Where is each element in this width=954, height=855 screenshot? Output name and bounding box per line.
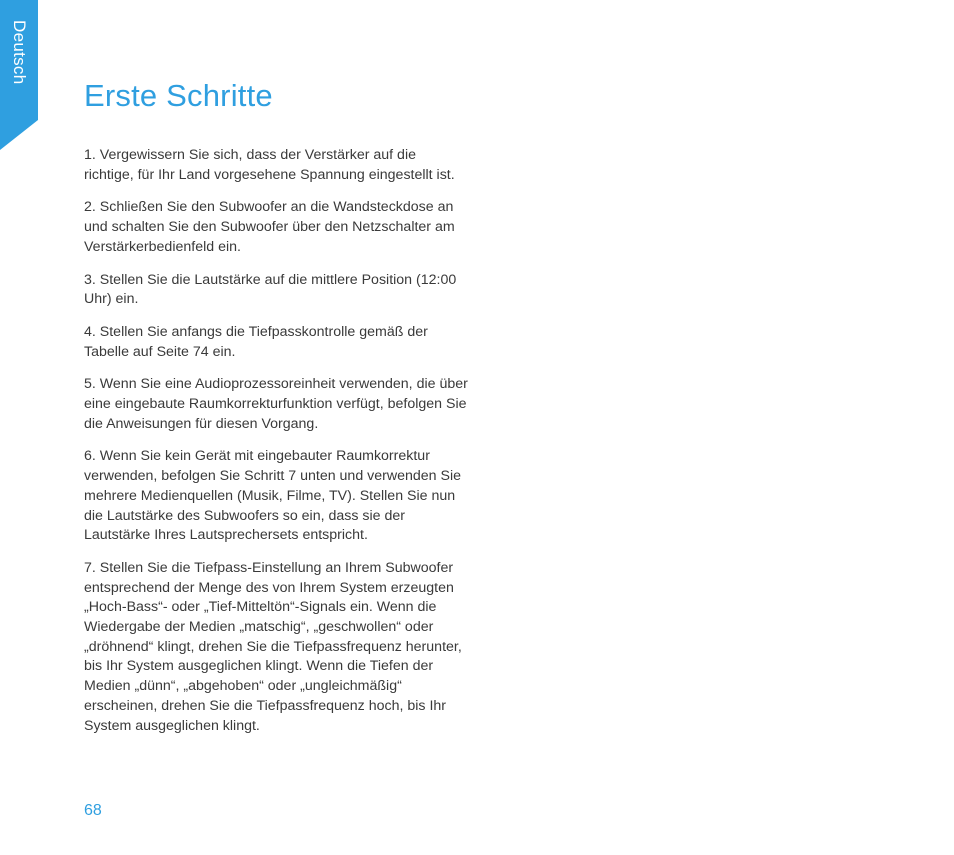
step-5: 5. Wenn Sie eine Audioprozessoreinheit verwenden, die über eine eingebaute Raumkorrekturfunktion verfügt, befolgen Sie die Anweisungen für diesen Vorgang. [84,376,468,432]
step-6: 6. Wenn Sie kein Gerät mit eingebauter Raumkorrektur verwenden, befolgen Sie Schritt 7 unten und verwenden Sie mehrere Medienquellen (Musik, Filme, TV). Stellen Sie nun die Lautstärke des Subwoofers so ein, dass sie der Lautstärke Ihres Lautsprechersets entspricht. [84,448,462,544]
language-tab-label: Deutsch [10,20,29,85]
page-number: 68 [84,802,102,819]
step-2: 2. Schließen Sie den Subwoofer an die Wandsteckdose an und schalten Sie den Subwoofer über den Netzschalter am Verstärkerbedienfeld ein. [84,199,455,255]
language-tab [0,0,38,150]
step-4: 4. Stellen Sie anfangs die Tiefpasskontrolle gemäß der Tabelle auf Seite 74 ein. [84,323,428,360]
step-7: 7. Stellen Sie die Tiefpass-Einstellung an Ihrem Subwoofer entsprechend der Menge des von Ihrem System erzeugten „Hoch-Bass“- oder „Tief-Mitteltön“-Signals ein. Wenn die Wiedergabe der Medien „matschig“, „geschwollen“ oder „dröhnend“ klingt, drehen Sie die Tiefpassfrequenz herunter, bis Ihr System ausgeglichen klingt. Wenn die Tiefen der Medien „dünn“, „abgehoben“ oder „ungleichmäßig“ erscheinen, drehen Sie die Tiefpassfrequenz hoch, bis Ihr System ausgeglichen klingt. [84,559,462,734]
step-3: 3. Stellen Sie die Lautstärke auf die mittlere Position (12:00 Uhr) ein. [84,271,457,308]
instruction-steps [84,146,468,749]
page-title: Erste Schritte [84,78,273,113]
step-1: 1. Vergewissern Sie sich, dass der Verstärker auf die richtige, für Ihr Land vorgesehene Spannung eingestellt ist. [84,147,455,183]
